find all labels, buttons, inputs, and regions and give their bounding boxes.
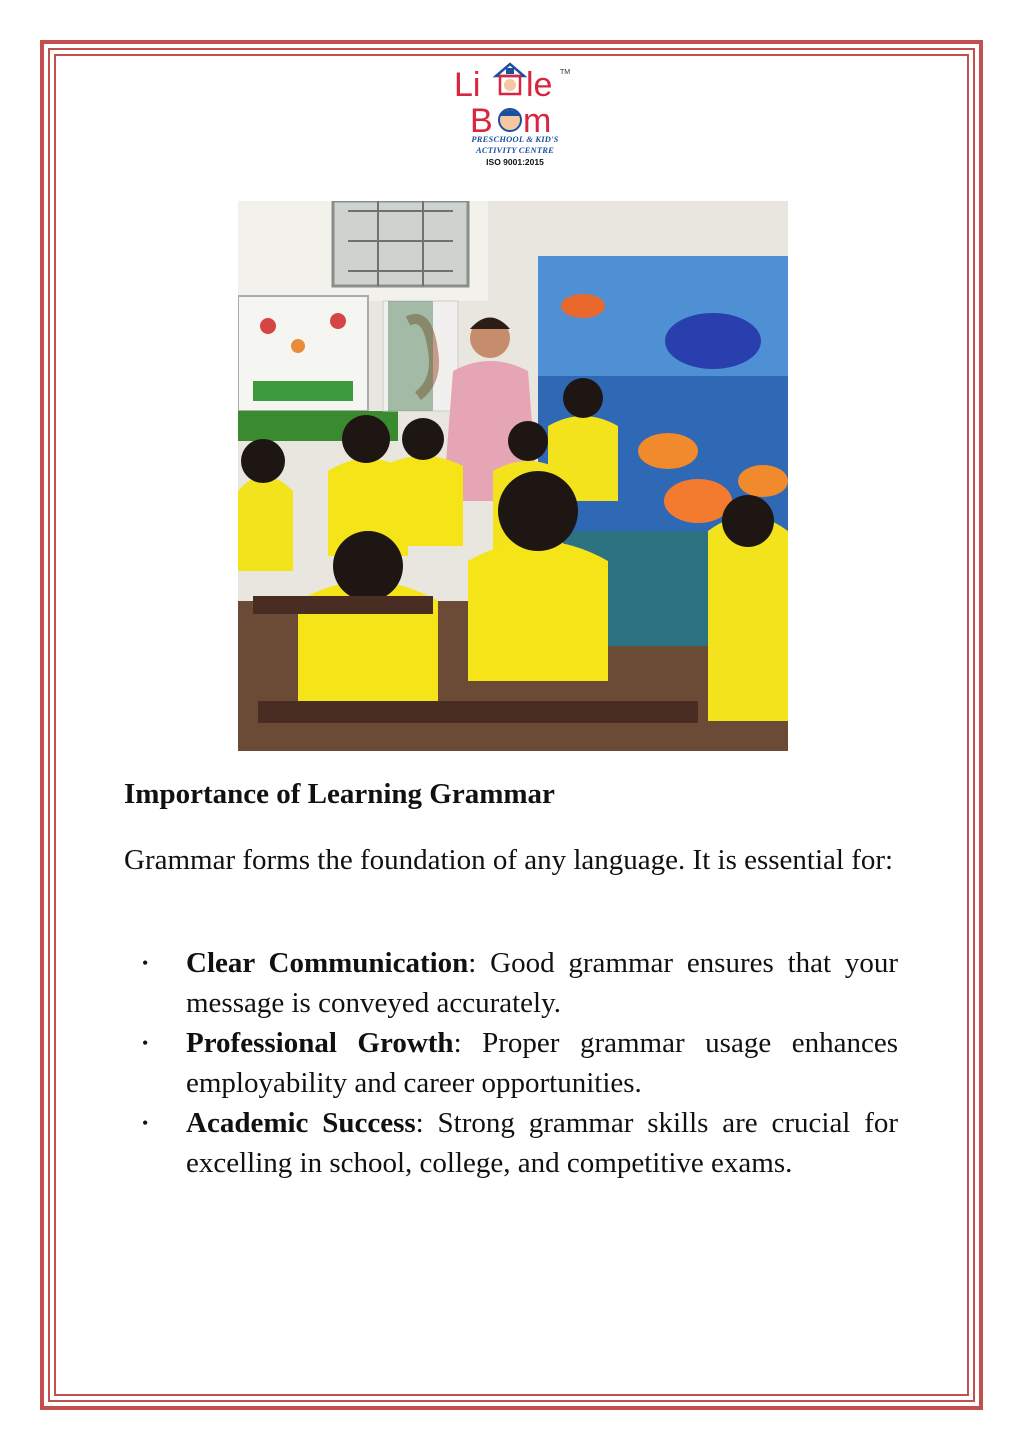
bullet-icon: • — [142, 953, 149, 973]
list-item-term: Academic Success — [186, 1107, 416, 1139]
bullet-icon: • — [142, 1113, 149, 1133]
svg-text:le: le — [526, 66, 553, 104]
list-item — [124, 1023, 898, 1103]
list-item-text: : Proper grammar usage enhances employability and career opportunities. — [186, 1027, 898, 1099]
logo-subtitle-line2: ACTIVITY CENTRE — [475, 145, 555, 155]
list-item-text: : Strong grammar skills are crucial for excelling in school, college, and competitive exams. — [186, 1107, 899, 1179]
list-item-term: Clear Communication — [186, 947, 469, 979]
intro-paragraph: Grammar forms the foundation of any language. It is essential for: — [124, 844, 894, 876]
section-heading: Importance of Learning Grammar — [124, 778, 555, 810]
svg-text:B: B — [470, 102, 493, 138]
benefits-list — [124, 943, 898, 1183]
logo-subtitle-line1: PRESCHOOL & KID'S — [471, 134, 559, 144]
classroom-photo — [238, 201, 788, 751]
logo-title-part: Li — [454, 66, 481, 104]
list-item — [124, 1103, 898, 1183]
svg-text:m: m — [523, 102, 552, 138]
bullet-icon: • — [142, 1033, 149, 1053]
list-item — [124, 943, 898, 1023]
list-item-text: : Good grammar ensures that your message is conveyed accurately. — [186, 947, 898, 1019]
list-item-term: Professional Growth — [186, 1027, 454, 1059]
logo-certification: ISO 9001:2015 — [486, 157, 544, 167]
trademark-mark: TM — [560, 69, 571, 76]
